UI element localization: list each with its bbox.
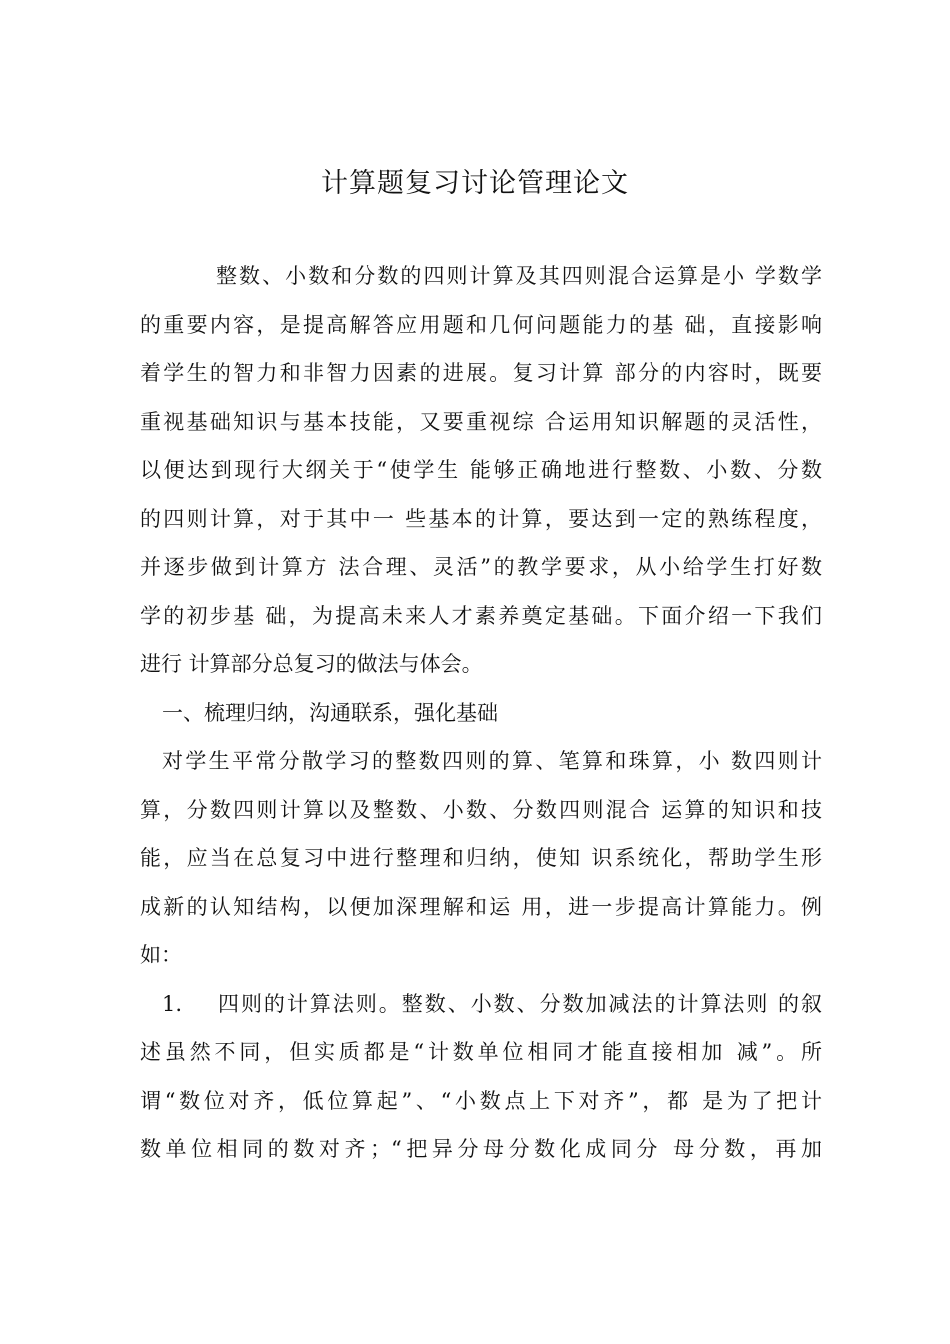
paragraph-line: 的重要内容，是提高解答应用题和几何问题能力的基 础，直接影响 bbox=[140, 312, 822, 337]
paragraph-line: 谓“数位对齐，低位算起”、“小数点上下对齐”，都 是为了把计 bbox=[140, 1088, 822, 1113]
paragraph-line: 的四则计算，对于其中一 些基本的计算，要达到一定的熟练程度， bbox=[140, 506, 822, 531]
section-heading: 一、梳理归纳，沟通联系，强化基础 bbox=[162, 700, 498, 725]
item-number: 1. bbox=[162, 991, 183, 1016]
paragraph-line: 着学生的智力和非智力因素的进展。复习计算 部分的内容时，既要 bbox=[140, 361, 822, 385]
numbered-item-line bbox=[140, 980, 822, 1029]
paragraph-line: 数单位相同的数对齐；“把异分母分数化成同分 母分数，再加 bbox=[140, 1137, 822, 1161]
document-title: 计算题复习讨论管理论文 bbox=[321, 168, 629, 199]
paragraph-line: 进行 计算部分总复习的做法与体会。 bbox=[140, 652, 483, 676]
paragraph-line: 以便达到现行大纲关于“使学生 能够正确地进行整数、小数、分数 bbox=[140, 458, 822, 482]
paragraph-line: 述虽然不同，但实质都是“计数单位相同才能直接相加 减”。所 bbox=[140, 1040, 822, 1064]
paragraph-line: 并逐步做到计算方 法合理、灵活”的教学要求，从小给学生打好数 bbox=[140, 555, 822, 579]
item-text: 四则的计算法则。整数、小数、分数加减法的计算法则 的叙 bbox=[216, 991, 822, 1016]
paragraph-line: 对学生平常分散学习的整数四则的算、笔算和珠算，小 数四则计 bbox=[162, 749, 822, 773]
document-body bbox=[140, 252, 822, 1174]
paragraph-line: 算，分数四则计算以及整数、小数、分数四则混合 运算的知识和技 bbox=[140, 797, 822, 822]
paragraph-line: 能，应当在总复习中进行整理和归纳，使知 识系统化，帮助学生形 bbox=[140, 846, 822, 870]
paragraph-line: 成新的认知结构，以便加深理解和运 用，进一步提高计算能力。例 bbox=[140, 894, 822, 919]
paragraph-line: 重视基础知识与基本技能，又要重视综 合运用知识解题的灵活性， bbox=[140, 409, 822, 434]
paragraph-line: 整数、小数和分数的四则计算及其四则混合运算是小 学数学 bbox=[216, 264, 822, 288]
paragraph-line: 学的初步基 础，为提高未来人才素养奠定基础。下面介绍一下我们 bbox=[140, 603, 822, 628]
paragraph-line: 如： bbox=[140, 943, 182, 967]
